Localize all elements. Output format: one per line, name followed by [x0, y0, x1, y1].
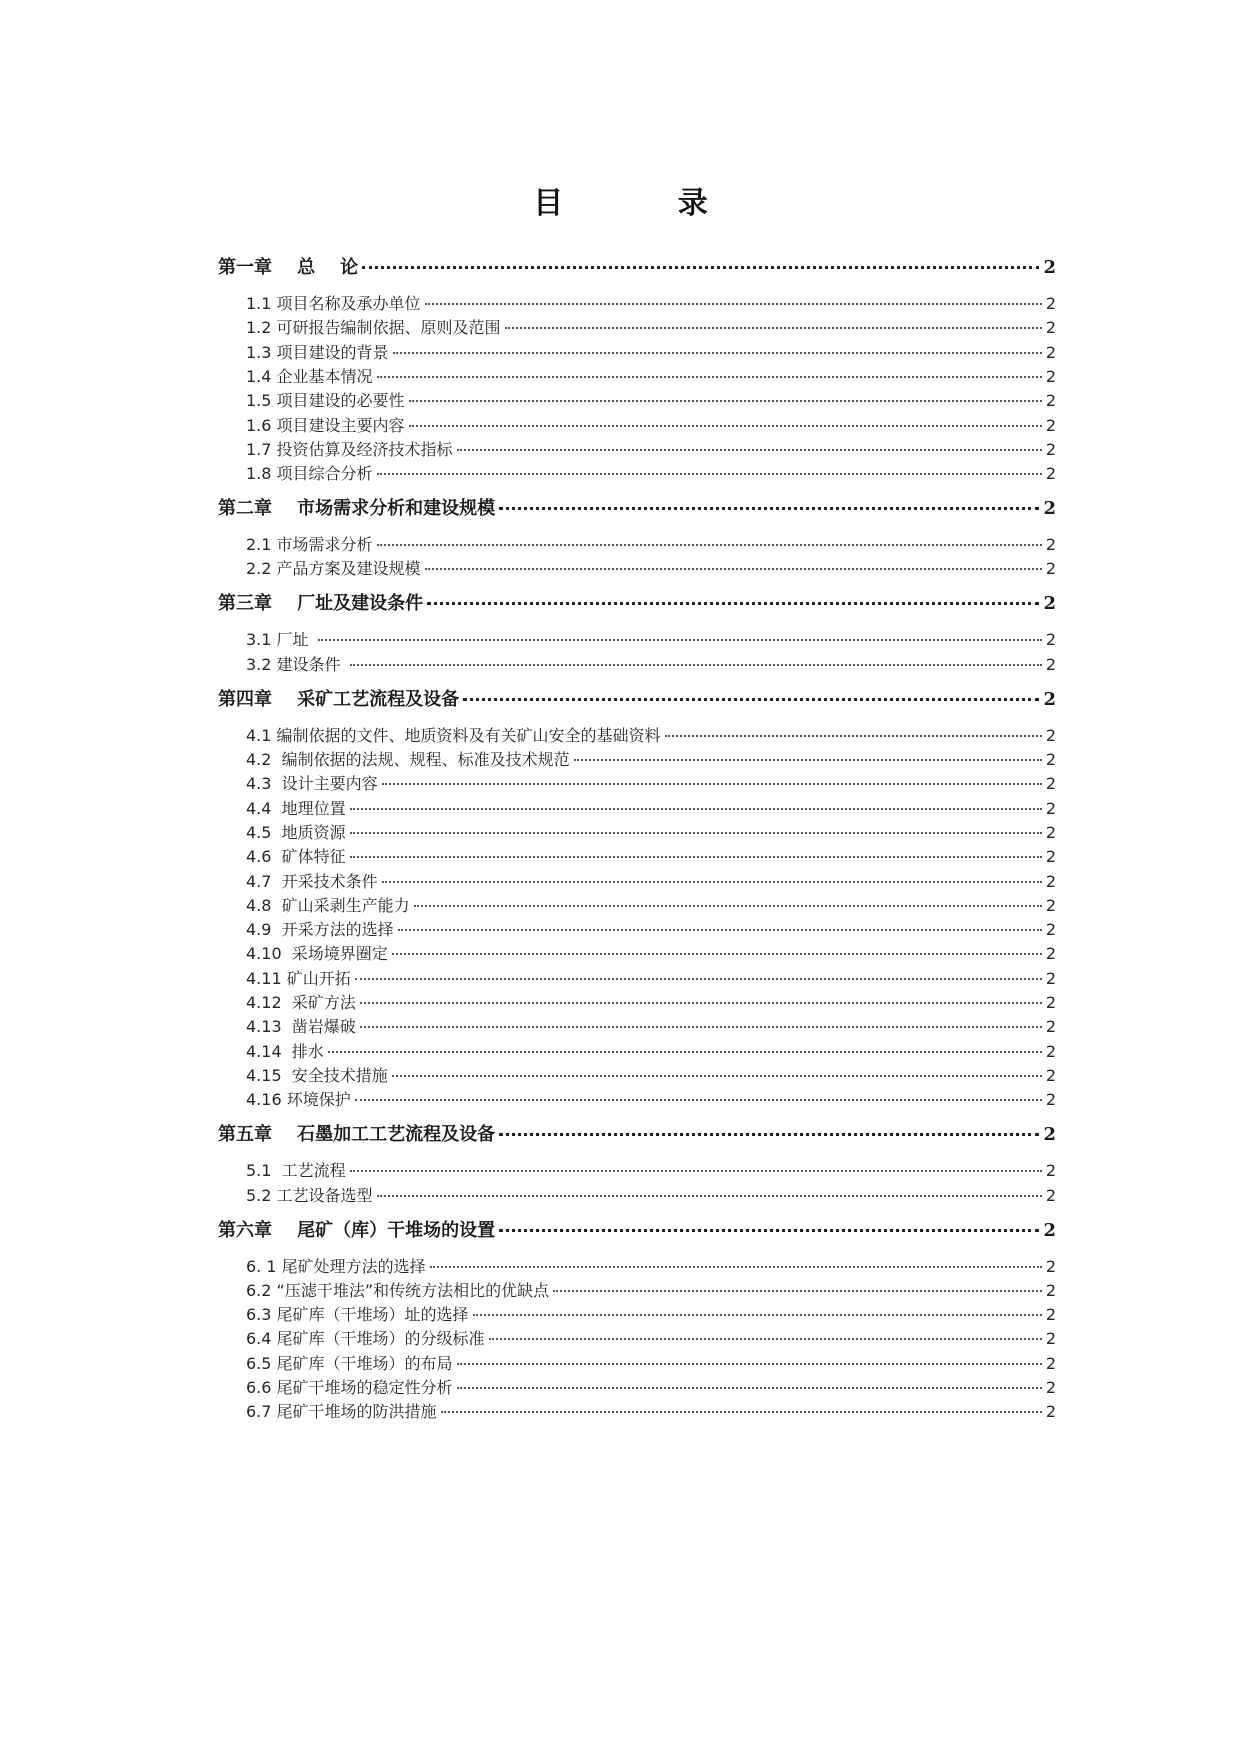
toc-section-entry[interactable]: [246, 1377, 1056, 1399]
toc-entry-label: 4.13 凿岩爆破: [246, 1017, 356, 1037]
toc-chapter-entry[interactable]: [218, 256, 1056, 280]
toc-section-entry[interactable]: [246, 1401, 1056, 1423]
toc-page-number: 2: [1045, 847, 1056, 867]
dot-leader: [457, 1387, 1042, 1389]
toc-section-entry[interactable]: [246, 1185, 1056, 1207]
toc-section-entry[interactable]: [246, 534, 1056, 556]
toc-page-number: 2: [1043, 1124, 1056, 1146]
toc-entry-label: 3.2 建设条件: [246, 654, 346, 674]
toc-entry-label: 4.7 开采技术条件: [246, 871, 378, 891]
toc-entry-label: 第五章 石墨加工工艺流程及设备: [218, 1124, 496, 1146]
toc-entry-label: 6.3 尾矿库（干堆场）址的选择: [246, 1305, 469, 1325]
toc-section-entry[interactable]: [246, 390, 1056, 412]
toc-page-number: 2: [1045, 415, 1056, 435]
toc-page-number: 2: [1045, 1185, 1056, 1205]
toc-section-entry[interactable]: [246, 1089, 1056, 1111]
toc-entry-label: 3.1 厂址: [246, 630, 314, 650]
toc-page-number: 2: [1045, 774, 1056, 794]
dot-leader: [393, 352, 1042, 354]
toc-page-number: 2: [1045, 1090, 1056, 1110]
toc-entry-label: 4.6 矿体特征: [246, 847, 346, 867]
toc-entry-label: 1.4 企业基本情况: [246, 366, 373, 386]
toc-entry-label: 4.9 开采方法的选择: [246, 920, 394, 940]
toc-entry-label: 1.1 项目名称及承办单位: [246, 294, 421, 313]
toc-chapter-entry[interactable]: [218, 1219, 1056, 1243]
toc-entry-label: 4.15 安全技术措施: [246, 1065, 388, 1085]
toc-entry-label: 6. 1 尾矿处理方法的选择: [246, 1256, 426, 1276]
toc-section-entry[interactable]: [246, 895, 1056, 917]
toc-section-entry[interactable]: [246, 968, 1056, 990]
toc-entry-label: 6.7 尾矿干堆场的防洪措施: [246, 1402, 437, 1422]
toc-section-entry[interactable]: [246, 1328, 1056, 1350]
toc-section-entry[interactable]: [246, 654, 1056, 676]
toc-entry-label: 4.8 矿山采剥生产能力: [246, 895, 410, 915]
dot-leader: [441, 1411, 1042, 1413]
dot-leader: [427, 602, 1039, 605]
dot-leader: [328, 1051, 1042, 1053]
dot-leader: [360, 1002, 1042, 1004]
toc-section-entry[interactable]: [246, 725, 1056, 747]
toc-entry-label: 4.12 采矿方法: [246, 993, 356, 1012]
toc-section-entry[interactable]: [246, 1304, 1056, 1326]
toc-entry-label: 4.1 编制依据的文件、地质资料及有关矿山安全的基础资料: [246, 725, 661, 745]
dot-leader: [377, 544, 1042, 546]
toc-entry-label: 6.2 “压滤干堆法”和传统方法相比的优缺点: [246, 1280, 550, 1300]
toc-section-entry[interactable]: [246, 1065, 1056, 1087]
toc-section-entry[interactable]: [246, 992, 1056, 1014]
dot-leader: [499, 1133, 1039, 1136]
toc-page-number: 2: [1045, 318, 1056, 338]
toc-entry-label: 第四章 采矿工艺流程及设备: [218, 688, 460, 710]
dot-leader: [409, 400, 1042, 402]
toc-section-entry[interactable]: [246, 415, 1056, 437]
page-title: 目 录: [533, 186, 760, 221]
dot-leader: [499, 1229, 1039, 1232]
toc-page-number: 2: [1045, 920, 1056, 940]
dot-leader: [362, 266, 1039, 269]
toc-page-number: 2: [1045, 968, 1056, 988]
dot-leader: [382, 881, 1042, 883]
dot-leader: [414, 905, 1042, 907]
toc-page-number: 2: [1045, 725, 1056, 745]
toc-page-number: 2: [1045, 1378, 1056, 1397]
toc-section-entry[interactable]: [246, 629, 1056, 651]
toc-page-number: 2: [1045, 1402, 1056, 1422]
toc-section-entry[interactable]: [246, 1256, 1056, 1278]
toc-section-entry[interactable]: [246, 1160, 1056, 1182]
toc-page-number: 2: [1045, 944, 1056, 964]
toc-section-entry[interactable]: [246, 846, 1056, 868]
toc-section-entry[interactable]: [246, 439, 1056, 461]
toc-section-entry[interactable]: [246, 1016, 1056, 1038]
toc-chapter-entry[interactable]: [218, 497, 1056, 521]
toc-page-number: 2: [1043, 593, 1056, 615]
toc-section-entry[interactable]: [246, 773, 1056, 795]
toc-page-number: 2: [1045, 464, 1056, 484]
toc-entry-label: 5.2 工艺设备选型: [246, 1185, 373, 1205]
toc-page-number: 2: [1045, 535, 1056, 555]
dot-leader: [425, 303, 1042, 305]
toc-entry-label: 2.1 市场需求分析: [246, 535, 373, 555]
toc-entry-label: 第三章 厂址及建设条件: [218, 593, 424, 615]
dot-leader: [430, 1266, 1042, 1268]
toc-entry-label: 6.6 尾矿干堆场的稳定性分析: [246, 1378, 453, 1397]
toc-page-number: 2: [1045, 630, 1056, 650]
toc-entry-label: 4.4 地理位置: [246, 798, 346, 818]
toc-page-number: 2: [1045, 366, 1056, 386]
dot-leader: [473, 1314, 1042, 1316]
toc-page-number: 2: [1045, 871, 1056, 891]
toc-entry-label: 4.2 编制依据的法规、规程、标准及技术规范: [246, 750, 570, 769]
toc-page-number: 2: [1045, 1041, 1056, 1061]
dot-leader: [553, 1290, 1042, 1292]
toc-section-entry[interactable]: [246, 749, 1056, 771]
toc-page-number: 2: [1045, 391, 1056, 411]
toc-page-number: 2: [1043, 1219, 1056, 1241]
dot-leader: [350, 856, 1042, 858]
dot-leader: [457, 1363, 1042, 1365]
toc-entry-label: 4.11 矿山开拓: [246, 968, 351, 988]
dot-leader: [382, 783, 1042, 785]
toc-entry-label: 1.8 项目综合分析: [246, 464, 373, 484]
toc-entry-label: 4.10 采场境界圈定: [246, 944, 388, 964]
toc-page-number: 2: [1045, 1065, 1056, 1085]
dot-leader: [463, 698, 1039, 701]
toc-chapter-entry[interactable]: [218, 592, 1056, 616]
toc-section-entry[interactable]: [246, 366, 1056, 388]
toc-section-entry[interactable]: [246, 919, 1056, 941]
toc-page-number: 2: [1045, 750, 1056, 769]
toc-page-number: 2: [1045, 1280, 1056, 1300]
toc-page-number: 2: [1043, 688, 1056, 710]
dot-leader: [360, 1026, 1042, 1028]
toc-page-number: 2: [1045, 1161, 1056, 1181]
toc-entry-label: 4.5 地质资源: [246, 822, 346, 842]
toc-page-number: 2: [1045, 559, 1056, 579]
toc-page-number: 2: [1045, 1305, 1056, 1325]
dot-leader: [377, 473, 1042, 475]
toc-entry-label: 1.5 项目建设的必要性: [246, 391, 405, 411]
toc-section-entry[interactable]: [246, 1041, 1056, 1063]
toc-page-number: 2: [1045, 1017, 1056, 1037]
toc-entry-label: 第六章 尾矿（库）干堆场的设置: [218, 1219, 496, 1241]
toc-section-entry[interactable]: [246, 822, 1056, 844]
toc-entry-label: 2.2 产品方案及建设规模: [246, 559, 421, 579]
toc-section-entry[interactable]: [246, 871, 1056, 893]
dot-leader: [499, 507, 1039, 510]
toc-page-number: 2: [1045, 654, 1056, 674]
toc-section-entry[interactable]: [246, 1280, 1056, 1302]
toc-page-number: 2: [1045, 993, 1056, 1012]
toc-page-number: 2: [1043, 498, 1056, 520]
dot-leader: [377, 376, 1042, 378]
toc-section-entry[interactable]: [246, 342, 1056, 364]
dot-leader: [392, 1075, 1042, 1077]
toc-section-entry[interactable]: [246, 558, 1056, 580]
toc-section-entry[interactable]: [246, 463, 1056, 485]
dot-leader: [574, 759, 1042, 761]
toc-page-number: 2: [1045, 798, 1056, 818]
dot-leader: [489, 1338, 1042, 1340]
dot-leader: [350, 808, 1042, 810]
dot-leader: [457, 449, 1042, 451]
toc-page-number: 2: [1045, 1353, 1056, 1373]
dot-leader: [398, 929, 1042, 931]
toc-page-number: 2: [1045, 822, 1056, 842]
dot-leader: [425, 568, 1042, 570]
toc-entry-label: 第二章 市场需求分析和建设规模: [218, 498, 496, 520]
toc-page-number: 2: [1045, 294, 1056, 313]
toc-entry-label: 1.3 项目建设的背景: [246, 342, 389, 362]
dot-leader: [409, 425, 1042, 427]
dot-leader: [318, 639, 1042, 641]
dot-leader: [350, 832, 1042, 834]
dot-leader: [350, 1170, 1042, 1172]
toc-page-number: 2: [1045, 342, 1056, 362]
toc-section-entry[interactable]: [246, 943, 1056, 965]
toc-page-number: 2: [1045, 439, 1056, 459]
dot-leader: [665, 735, 1042, 737]
toc-chapter-entry[interactable]: [218, 688, 1056, 712]
toc-section-entry[interactable]: [246, 293, 1056, 315]
dot-leader: [377, 1195, 1042, 1197]
toc-entry-label: 第一章 总 论: [218, 257, 359, 278]
dot-leader: [355, 1099, 1042, 1101]
dot-leader: [355, 978, 1042, 980]
toc-section-entry[interactable]: [246, 798, 1056, 820]
toc-page-number: 2: [1045, 1329, 1056, 1349]
toc-entry-label: 1.2 可研报告编制依据、原则及范围: [246, 318, 501, 338]
toc-entry-label: 5.1 工艺流程: [246, 1161, 346, 1181]
dot-leader: [392, 953, 1042, 955]
toc-page-number: 2: [1045, 895, 1056, 915]
toc-chapter-entry[interactable]: [218, 1123, 1056, 1147]
toc-entry-label: 6.4 尾矿库（干堆场）的分级标准: [246, 1329, 485, 1349]
toc-entry-label: 1.7 投资估算及经济技术指标: [246, 439, 453, 459]
toc-section-entry[interactable]: [246, 317, 1056, 339]
toc-section-entry[interactable]: [246, 1353, 1056, 1375]
dot-leader: [350, 664, 1042, 666]
toc-page-number: 2: [1043, 257, 1056, 278]
dot-leader: [505, 327, 1042, 329]
toc-entry-label: 6.5 尾矿库（干堆场）的布局: [246, 1353, 453, 1373]
toc-page-number: 2: [1045, 1256, 1056, 1276]
toc-entry-label: 4.3 设计主要内容: [246, 774, 378, 794]
toc-entry-label: 4.14 排水: [246, 1041, 324, 1061]
toc-entry-label: 1.6 项目建设主要内容: [246, 415, 405, 435]
toc-entry-label: 4.16 环境保护: [246, 1090, 351, 1110]
